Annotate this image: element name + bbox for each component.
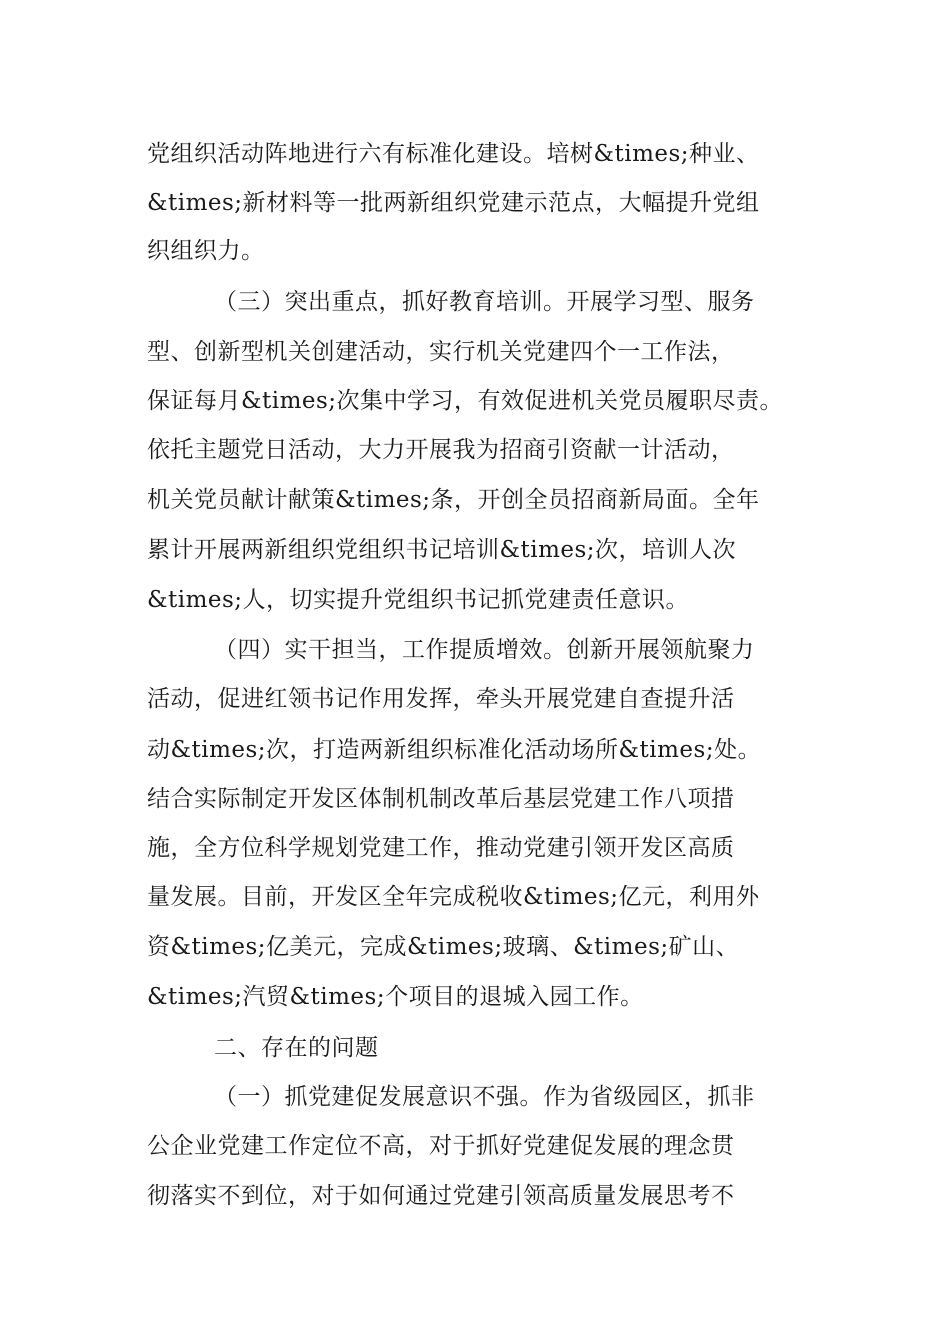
text-line: 织组织力。 [147,238,265,264]
text-line: 公企业党建工作定位不高，对于抓好党建促发展的理念贯 [147,1133,735,1159]
text-line: 动&times;次，打造两新组织标准化活动场所&times;处。 [147,737,762,763]
text-line: 机关党员献计献策&times;条，开创全员招商新局面。全年 [147,487,760,513]
text-line: 活动，促进红领书记作用发挥，牵头开展党建自查提升活 [147,686,735,712]
text-line: &times;新材料等一批两新组织党建示范点，大幅提升党组 [147,190,760,216]
text-line: 累计开展两新组织党组织书记培训&times;次，培训人次 [147,537,737,563]
text-line: 施，全方位科学规划党建工作，推动党建引领开发区高质 [147,835,735,861]
text-line: 彻落实不到位，对于如何通过党建引领高质量发展思考不 [147,1183,735,1209]
text-line: 型、创新型机关创建活动，实行机关党建四个一工作法， [147,339,735,365]
text-line: 资&times;亿美元，完成&times;玻璃、&times;矿山、 [147,934,740,960]
paragraph-heading-four: （四）实干担当，工作提质增效。创新开展领航聚力 [214,637,755,663]
text-line: 依托主题党日活动，大力开展我为招商引资献一计活动， [147,437,735,463]
text-line: 结合实际制定开发区体制机制改革后基层党建工作八项措 [147,786,735,812]
paragraph-heading-three: （三）突出重点，抓好教育培训。开展学习型、服务 [214,289,755,315]
text-line: 保证每月&times;次集中学习，有效促进机关党员履职尽责。 [147,388,784,414]
text-line: 量发展。目前，开发区全年完成税收&times;亿元，利用外 [147,884,760,910]
paragraph-heading-one: （一）抓党建促发展意识不强。作为省级园区，抓非 [214,1084,755,1110]
text-line: 党组织活动阵地进行六有标准化建设。培树&times;种业、 [147,141,760,167]
text-line: &times;人，切实提升党组织书记抓党建责任意识。 [147,587,690,613]
section-heading-problems: 二、存在的问题 [214,1035,379,1061]
text-line: &times;汽贸&times;个项目的退城入园工作。 [147,984,644,1010]
